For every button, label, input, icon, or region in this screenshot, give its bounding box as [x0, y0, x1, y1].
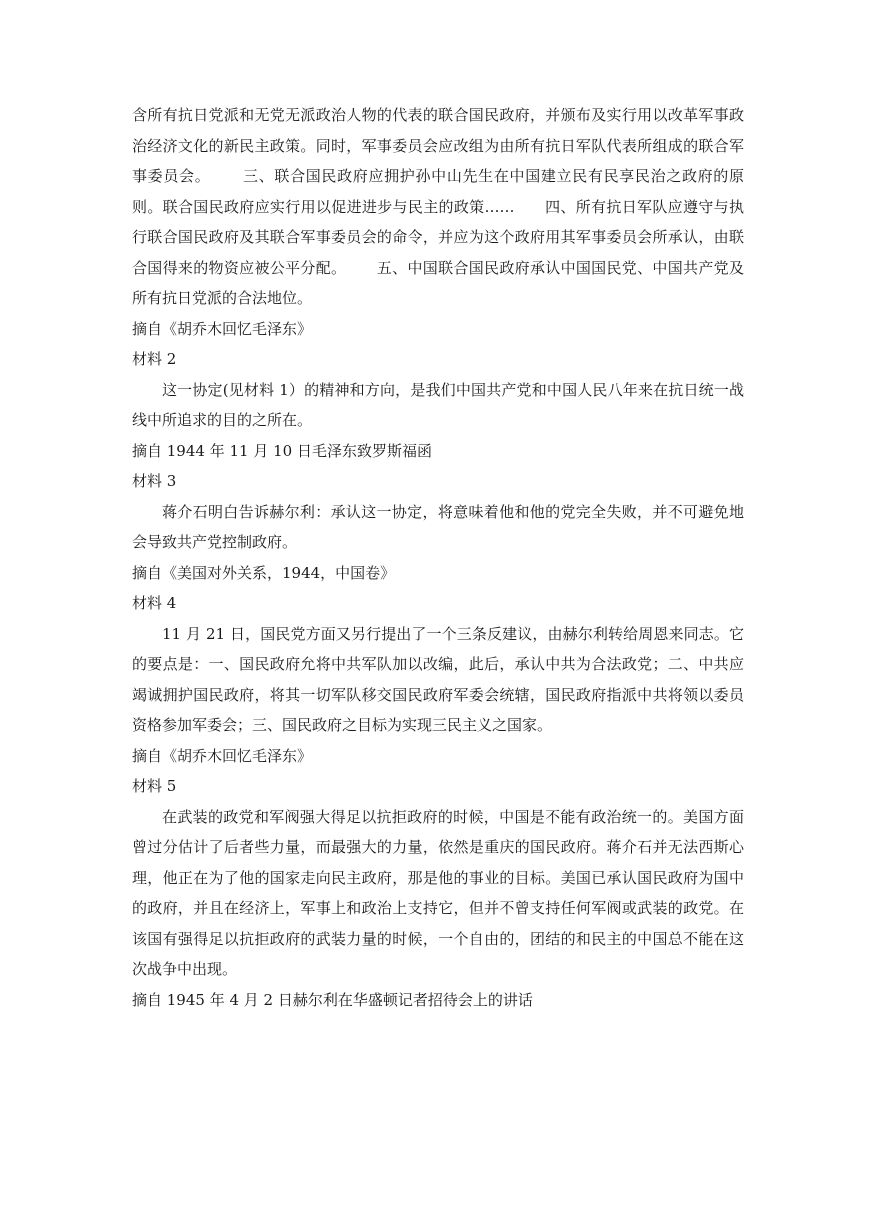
material-4-body: 11 月 21 日，国民党方面又另行提出了一个三条反建议，由赫尔利转给周恩来同志。它的要点是：一、国民政府允将中共军队加以改编，此后，承认中共为合法政党；二、中共应竭诚拥护国民政府，将其一切军队移交国民政府军委会统辖，国民政府指派中共将领以委员资格参加军委会；三、国民政府之目标为实现三民主义之国家。	[132, 624, 744, 734]
material-3-source: 摘自《美国对外关系，1944，中国卷》	[132, 563, 396, 582]
material-5-source: 摘自 1945 年 4 月 2 日赫尔利在华盛顿记者招待会上的讲话	[132, 990, 533, 1009]
material-4-heading: 材料 4	[132, 594, 177, 612]
material-2-body: 这一协定(见材料 1）的精神和方向，是我们中国共产党和中国人民八年来在抗日统一战线中所追求的目的之所在。	[132, 380, 744, 429]
material-5-heading: 材料 5	[132, 777, 177, 795]
material-5-body: 在武装的政党和军阀强大得足以抗拒政府的时候，中国是不能有政治统一的。美国方面曾过分估计了后者些力量，而最强大的力量，依然是重庆的国民政府。蒋介石并无法西斯心理，他正在为了他的国家走向民主政府，那是他的事业的目标。美国已承认国民政府为国中的政府，并且在经济上，军事上和政治上支持它，但并不曾支持任何军阀或武装的政党。在该国有强得足以抗拒政府的武装力量的时候，一个自由的，团结的和民主的中国总不能在这次战争中出现。	[132, 807, 744, 978]
material-4-source: 摘自《胡乔木回忆毛泽东》	[132, 746, 313, 765]
material-2-heading: 材料 2	[132, 350, 177, 368]
document-page	[132, 100, 744, 1015]
material-3-body: 蒋介石明白告诉赫尔利：承认这一协定，将意味着他和他的党完全失败，并不可避免地会导致共产党控制政府。	[132, 502, 744, 551]
material-1-source: 摘自《胡乔木回忆毛泽东》	[132, 319, 313, 338]
material-2-source: 摘自 1944 年 11 月 10 日毛泽东致罗斯福函	[132, 441, 432, 460]
material-3-heading: 材料 3	[132, 472, 177, 490]
material-1-continuation: 含所有抗日党派和无党无派政治人物的代表的联合国民政府，并颁布及实行用以改革军事政治经济文化的新民主政策。同时，军事委员会应改组为由所有抗日军队代表所组成的联合军事委员会。 三、联合国民政府应拥护孙中山先生在中国建立民有民享民治之政府的原则。联合国民政府应实行用以促进进步与民主的政策…… 四、所有抗日军队应遵守与执行联合国民政府及其联合军事委员会的命令，并应为这个政府用其军事委员会所承认，由联合国得来的物资应被公平分配。 五、中国联合国民政府承认中国国民党、中国共产党及所有抗日党派的合法地位。	[132, 106, 744, 307]
